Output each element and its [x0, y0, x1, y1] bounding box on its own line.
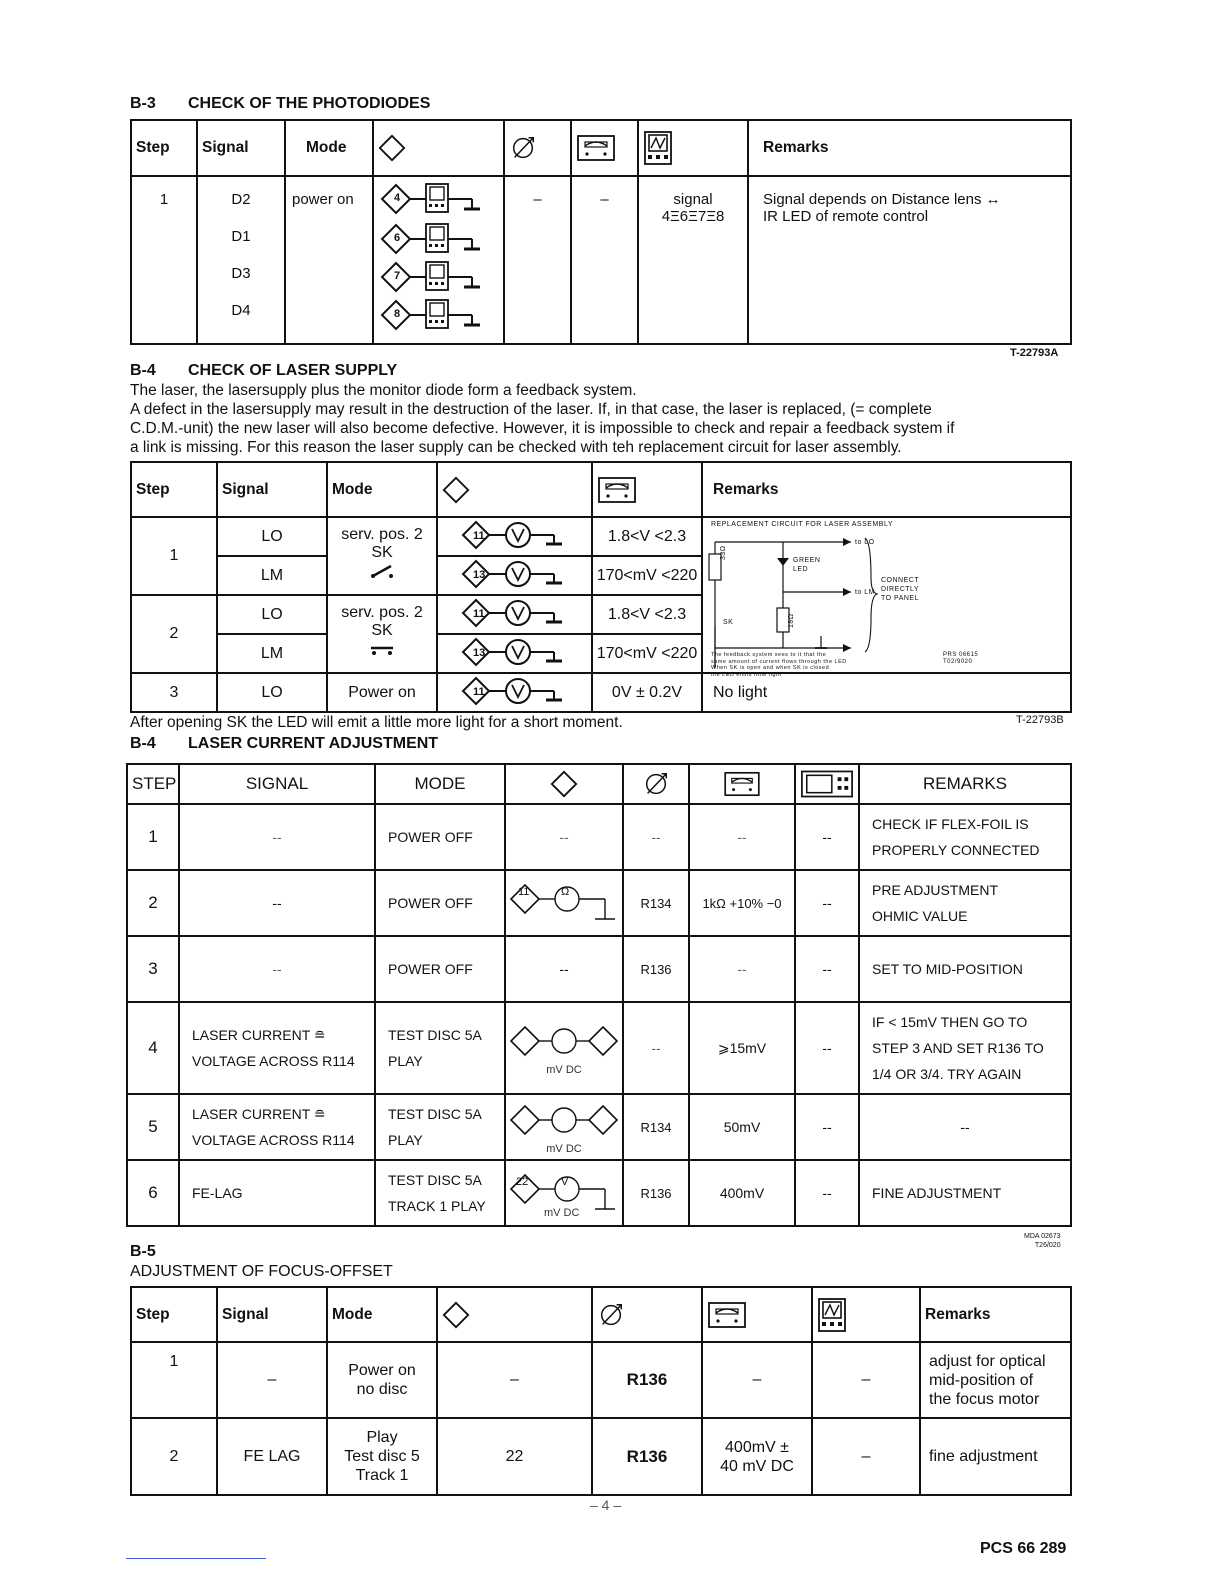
signal-cell: LO	[217, 595, 327, 634]
laser-supply-table	[130, 461, 1072, 713]
step-cell: 3	[127, 936, 179, 1002]
scope-line-1: signal	[673, 191, 713, 208]
table-row	[131, 176, 1071, 344]
table-row	[131, 1342, 1071, 1418]
resistor-label: 18Ω	[788, 613, 795, 628]
scope-cell: –	[812, 1418, 920, 1495]
meter-cell	[702, 1418, 812, 1495]
paragraph-line: A defect in the lasersupply may result in the destruction of the laser. If, in that case, the laser is replaced, (= complete	[130, 401, 932, 418]
signal-line: VOLTAGE ACROSS R114	[192, 1132, 355, 1148]
laser-supply-description	[130, 381, 1080, 457]
meter-cell: 400mV	[689, 1160, 795, 1226]
connect-line: CONNECT	[881, 577, 920, 584]
probe-cell	[437, 595, 592, 634]
col-mode: MODE	[375, 764, 505, 804]
col-meter	[689, 764, 795, 804]
probe-differential-icon	[509, 1021, 619, 1061]
led-label: GREEN LED	[793, 557, 821, 573]
mode-line: PLAY	[388, 1053, 423, 1069]
value-cell: 170<mV <220	[592, 556, 702, 595]
oscilloscope-icon	[800, 769, 854, 799]
signal-cell: FE LAG	[217, 1418, 327, 1495]
probe-point-label: 22	[516, 1176, 529, 1188]
col-scope	[795, 764, 859, 804]
remarks-line-1: Signal depends on Distance lens ↔	[763, 191, 1001, 208]
value-cell: 0V ± 0.2V	[592, 673, 702, 712]
mode-line: PLAY	[388, 1132, 423, 1148]
mode-line: no disc	[356, 1381, 408, 1398]
remarks-line: the focus motor	[929, 1390, 1040, 1408]
remarks-cell	[859, 804, 1071, 870]
note-line: the LED emits little light	[711, 671, 782, 678]
signal-cell: --	[179, 870, 375, 936]
mode-cell	[327, 595, 437, 673]
col-step: Step	[131, 462, 217, 517]
col-adjust	[504, 120, 571, 176]
adjust-cell: R136	[592, 1342, 702, 1418]
remarks-cell	[748, 176, 1071, 344]
col-probe	[373, 120, 504, 176]
measure-point-icon	[442, 1301, 470, 1329]
adjust-cell: R134	[623, 870, 689, 936]
header-row	[131, 120, 1071, 176]
scope-cell: --	[795, 870, 859, 936]
probe-point-label: 6	[394, 232, 401, 244]
step-cell: 4	[127, 1002, 179, 1094]
scope-cell	[638, 176, 748, 344]
scope-cell: –	[812, 1342, 920, 1418]
section-title: CHECK OF THE PHOTODIODES	[188, 95, 431, 112]
probe-cell	[505, 870, 623, 936]
col-signal: SIGNAL	[179, 764, 375, 804]
mode-line: Track 1	[355, 1467, 409, 1484]
signal-line: LASER CURRENT ≘	[192, 1027, 326, 1043]
section-title: LASER CURRENT ADJUSTMENT	[188, 735, 439, 752]
connect-line: TO PANEL	[881, 595, 919, 602]
switch-open-icon	[367, 562, 397, 582]
remarks-line: STEP 3 AND SET R136 TO	[872, 1040, 1044, 1056]
scope-cell: --	[795, 1160, 859, 1226]
paragraph-line: a link is missing. For this reason the laser supply can be checked with teh replacement circuit for laser assembly.	[130, 439, 902, 456]
probe-cell	[437, 556, 592, 595]
adjust-cell: –	[504, 176, 571, 344]
probe-cell	[437, 517, 592, 556]
mode-cell: power on	[285, 176, 373, 344]
switch-closed-icon	[367, 640, 397, 660]
signal-cell: LM	[217, 634, 327, 673]
measure-point-icon	[550, 770, 578, 798]
mode-line: TRACK 1 PLAY	[388, 1198, 486, 1214]
unit-label: mV DC	[544, 1207, 580, 1219]
meter-cell: --	[689, 936, 795, 1002]
probe-cell: 22	[437, 1418, 592, 1495]
value-cell: 1.8<V <2.3	[592, 517, 702, 556]
remarks-line-2: IR LED of remote control	[763, 208, 929, 225]
ohm-symbol: Ω	[561, 886, 570, 898]
to-lm-label: to LM	[855, 589, 876, 596]
voltmeter-icon	[597, 475, 637, 505]
circuit-code	[943, 652, 978, 666]
col-mode: Mode	[327, 1287, 437, 1342]
measure-point-icon	[378, 134, 406, 162]
mode-line: TEST DISC 5A	[388, 1106, 482, 1122]
oscilloscope-icon	[643, 129, 673, 167]
table-row	[127, 870, 1071, 936]
col-step: STEP	[127, 764, 179, 804]
remarks-line: adjust for optical	[929, 1352, 1046, 1370]
step-cell: 2	[131, 595, 217, 673]
led-footnote: After opening SK the LED will emit a little more light for a short moment.	[130, 714, 623, 731]
col-probe	[505, 764, 623, 804]
mode-cell	[375, 1002, 505, 1094]
to-lo-label: to LO	[855, 539, 875, 546]
step-cell: 1	[131, 176, 197, 344]
probe-point-label: 11	[473, 608, 485, 620]
step-cell: 6	[127, 1160, 179, 1226]
resistor-label: 33Ω	[720, 545, 727, 560]
voltmeter-icon	[576, 133, 616, 163]
scope-line-2: 4Ξ6Ξ7Ξ8	[661, 208, 725, 225]
mode-line: TEST DISC 5A	[388, 1027, 482, 1043]
col-mode: Mode	[327, 462, 437, 517]
remarks-line: IF < 15mV THEN GO TO	[872, 1014, 1028, 1030]
col-remarks: Remarks	[748, 120, 1071, 176]
col-probe	[437, 462, 592, 517]
col-signal: Signal	[217, 462, 327, 517]
signal-cell: FE-LAG	[179, 1160, 375, 1226]
code-line: PRS 06615	[943, 652, 979, 658]
probe-7	[380, 259, 499, 297]
adjust-icon	[597, 1301, 625, 1329]
ref-line: MDA 02673	[1024, 1233, 1061, 1240]
probe-point-label: 13	[473, 647, 486, 659]
probe-point-label: 13	[473, 569, 486, 581]
probe-point-label: 4	[394, 192, 401, 204]
remarks-line: mid-position of	[929, 1371, 1034, 1389]
remarks-line: 1/4 OR 3/4. TRY AGAIN	[872, 1066, 1022, 1082]
volt-symbol: V	[561, 1176, 569, 1188]
probe-point-label: 7	[394, 270, 401, 282]
remarks-line: PROPERLY CONNECTED	[872, 842, 1040, 858]
col-scope	[638, 120, 748, 176]
step-cell: 2	[131, 1418, 217, 1495]
mode-cell	[375, 1160, 505, 1226]
remarks-cell: SET TO MID-POSITION	[859, 936, 1071, 1002]
adjust-cell: R136	[623, 936, 689, 1002]
circuit-title: REPLACEMENT CIRCUIT FOR LASER ASSEMBLY	[711, 521, 893, 528]
col-probe	[437, 1287, 592, 1342]
code-line: T02/9020	[943, 659, 973, 665]
value-cell: 1.8<V <2.3	[592, 595, 702, 634]
col-meter	[702, 1287, 812, 1342]
replacement-circuit-cell	[702, 517, 1071, 678]
meter-cell: 50mV	[689, 1094, 795, 1160]
document-code: PCS 66 289	[980, 1540, 1067, 1557]
unit-label: mV DC	[546, 1142, 582, 1155]
table-row	[127, 804, 1071, 870]
col-mode: Mode	[285, 120, 373, 176]
meter-cell: ⩾15mV	[689, 1002, 795, 1094]
mode-line: Power on	[348, 1362, 416, 1379]
meter-line: 400mV ±	[725, 1438, 789, 1456]
adjust-icon	[642, 770, 670, 798]
probe-cell: –	[437, 1342, 592, 1418]
mode-line: SK	[371, 543, 393, 561]
step-cell: 3	[131, 673, 217, 712]
signal-line: LASER CURRENT ≘	[192, 1106, 326, 1122]
remarks-cell: FINE ADJUSTMENT	[859, 1160, 1071, 1226]
signal-cell: LO	[217, 673, 327, 712]
step-cell: 1	[131, 1342, 217, 1418]
mode-line: TEST DISC 5A	[388, 1172, 482, 1188]
meter-cell: 1kΩ +10% −0	[689, 870, 795, 936]
connect-line: DIRECTLY	[881, 586, 920, 593]
unit-label: mV DC	[546, 1063, 582, 1076]
col-signal: Signal	[197, 120, 285, 176]
probe-cell	[505, 1094, 623, 1160]
switch-label: SK	[723, 619, 734, 626]
signal-cell: --	[179, 936, 375, 1002]
col-step: Step	[131, 120, 197, 176]
table-row	[127, 1160, 1071, 1226]
mode-line: Play	[366, 1429, 398, 1446]
col-remarks: REMARKS	[859, 764, 1071, 804]
page-number: – 4 –	[590, 1497, 622, 1513]
probe-cell	[373, 176, 504, 344]
mode-cell	[327, 517, 437, 595]
table-row	[131, 673, 1071, 712]
probe-cell	[437, 634, 592, 673]
page-edge-rule	[126, 1558, 266, 1559]
figure-reference	[1024, 1232, 1061, 1250]
table-row	[131, 1418, 1071, 1495]
signal-cell	[179, 1002, 375, 1094]
mode-line: Test disc 5	[344, 1448, 420, 1465]
probe-cell	[437, 673, 592, 712]
signal-cell: LO	[217, 517, 327, 556]
section-b4-supply-heading	[130, 362, 397, 380]
probe-6	[380, 221, 499, 259]
adjust-cell: R136	[592, 1418, 702, 1495]
ref-line: T26/020	[1034, 1242, 1061, 1249]
col-step: Step	[131, 1287, 217, 1342]
scope-cell: --	[795, 936, 859, 1002]
adjust-cell: --	[623, 804, 689, 870]
col-adjust	[592, 1287, 702, 1342]
replacement-circuit-diagram	[703, 518, 1068, 678]
probe-point-label: 11	[473, 530, 485, 542]
probe-point-label: 11	[518, 886, 530, 898]
circuit-note	[711, 652, 931, 678]
signal-cell: LM	[217, 556, 327, 595]
section-number: B-4	[130, 362, 156, 379]
col-signal: Signal	[217, 1287, 327, 1342]
scope-cell: --	[795, 1094, 859, 1160]
measure-point-icon	[442, 476, 470, 504]
mode-cell	[375, 1094, 505, 1160]
mode-cell: POWER OFF	[375, 936, 505, 1002]
section-b3-heading	[130, 95, 430, 113]
section-number: B-3	[130, 95, 156, 112]
oscilloscope-icon	[817, 1296, 847, 1334]
remarks-cell: --	[859, 1094, 1071, 1160]
signal-cell: --	[179, 804, 375, 870]
remarks-cell	[920, 1342, 1071, 1418]
section-title: CHECK OF LASER SUPPLY	[188, 362, 398, 379]
note-line: same amount of current flows through the LED	[711, 658, 847, 665]
step-cell: 5	[127, 1094, 179, 1160]
table-row	[131, 517, 1071, 556]
focus-offset-table	[130, 1286, 1072, 1496]
remarks-line: PRE ADJUSTMENT	[872, 882, 999, 898]
mode-line: serv. pos. 2	[341, 603, 423, 621]
figure-reference: T-22793B	[1016, 714, 1064, 726]
signal-d3: D3	[231, 265, 251, 282]
scope-cell: --	[795, 804, 859, 870]
step-cell: 1	[131, 517, 217, 595]
remarks-cell	[859, 870, 1071, 936]
photodiode-table	[130, 119, 1072, 345]
value-cell: 170<mV <220	[592, 634, 702, 673]
figure-reference: T-22793A	[1010, 347, 1059, 359]
header-row	[131, 462, 1071, 517]
col-meter	[571, 120, 638, 176]
probe-differential-icon	[509, 1100, 619, 1140]
mode-line: SK	[371, 621, 393, 639]
header-row	[127, 764, 1071, 804]
step-cell: 1	[127, 804, 179, 870]
section-b4-current-heading	[130, 735, 438, 753]
section-b5-title: ADJUSTMENT OF FOCUS-OFFSET	[130, 1263, 393, 1280]
remarks-cell: fine adjustment	[920, 1418, 1071, 1495]
adjust-cell: R134	[623, 1094, 689, 1160]
mode-cell: POWER OFF	[375, 870, 505, 936]
voltmeter-icon	[707, 1300, 747, 1330]
signal-cell	[179, 1094, 375, 1160]
paragraph-line: C.D.M.-unit) the new laser will also become defective. However, it is impossible to check and repair a feedback system if	[130, 420, 955, 437]
probe-cell: --	[505, 804, 623, 870]
adjust-cell: R136	[623, 1160, 689, 1226]
probe-4	[380, 181, 499, 221]
probe-cell: --	[505, 936, 623, 1002]
connect-note	[881, 576, 919, 603]
table-row	[127, 1002, 1071, 1094]
remarks-cell	[859, 1002, 1071, 1094]
meter-cell: –	[571, 176, 638, 344]
probe-point-label: 8	[394, 308, 401, 320]
remarks-cell: No light	[702, 673, 1071, 712]
step-cell: 2	[127, 870, 179, 936]
table-row	[127, 1094, 1071, 1160]
probe-cell	[505, 1160, 623, 1226]
mode-cell: Power on	[327, 673, 437, 712]
meter-line: 40 mV DC	[720, 1457, 794, 1475]
note-line: When SK is open and when SK is closed	[711, 665, 830, 671]
mode-cell	[327, 1418, 437, 1495]
adjust-icon	[509, 134, 537, 162]
probe-8	[380, 297, 499, 335]
table-row	[127, 936, 1071, 1002]
col-meter	[592, 462, 702, 517]
section-b5-number: B-5	[130, 1243, 156, 1260]
laser-current-table	[126, 763, 1072, 1227]
col-remarks: Remarks	[920, 1287, 1071, 1342]
mode-line: serv. pos. 2	[341, 525, 423, 543]
scope-cell: --	[795, 1002, 859, 1094]
signal-d4: D4	[231, 302, 251, 319]
paragraph-line: The laser, the lasersupply plus the monitor diode form a feedback system.	[130, 382, 637, 399]
signal-cell: –	[217, 1342, 327, 1418]
meter-cell: --	[689, 804, 795, 870]
signal-cell	[197, 176, 285, 344]
voltmeter-icon	[718, 770, 766, 798]
col-remarks: Remarks	[702, 462, 1071, 517]
section-number: B-4	[130, 735, 156, 752]
mode-cell	[327, 1342, 437, 1418]
col-scope	[812, 1287, 920, 1342]
header-row	[131, 1287, 1071, 1342]
note-line: The feedback system sees to it that the	[711, 652, 827, 658]
probe-point-label: 11	[473, 686, 485, 698]
probe-ohmmeter-icon	[509, 877, 619, 927]
probe-cell	[505, 1002, 623, 1094]
signal-line: VOLTAGE ACROSS R114	[192, 1053, 355, 1069]
remarks-line: OHMIC VALUE	[872, 908, 968, 924]
mode-cell: POWER OFF	[375, 804, 505, 870]
signal-d1: D1	[231, 228, 251, 245]
meter-cell: –	[702, 1342, 812, 1418]
adjust-cell: --	[623, 1002, 689, 1094]
signal-d2: D2	[231, 191, 251, 208]
remarks-line: CHECK IF FLEX-FOIL IS	[872, 816, 1029, 832]
col-adjust	[623, 764, 689, 804]
